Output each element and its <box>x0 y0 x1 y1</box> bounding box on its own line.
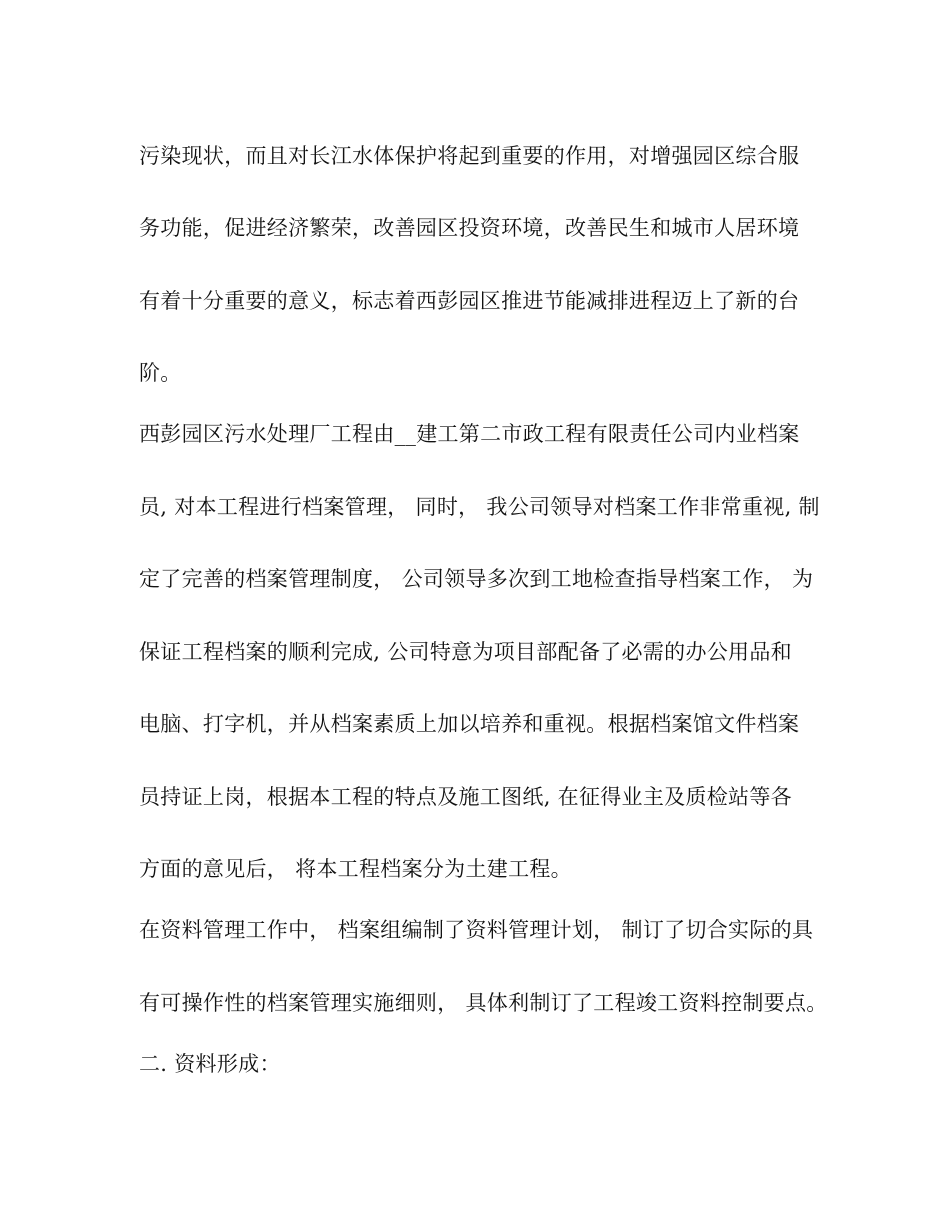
text-line: 保证工程档案的顺利完成, 公司特意为项目部配备了必需的办公用品和 <box>139 640 792 664</box>
text-line: 在资料管理工作中， 档案组编制了资料管理计划， 制订了切合实际的具 <box>139 918 814 942</box>
text-line: 定了完善的档案管理制度， 公司领导多次到工地检查指导档案工作， 为 <box>139 567 814 591</box>
text-line: 员, 对本工程进行档案管理， 同时， 我公司领导对档案工作非常重视, 制 <box>139 495 820 519</box>
section-heading: 二. 资料形成： <box>139 1052 281 1076</box>
text-line: 污染现状，而且对长江水体保护将起到重要的作用，对增强园区综合服 <box>139 144 800 168</box>
text-line: 有可操作性的档案管理实施细则， 具体利制订了工程竣工资料控制要点。 <box>139 991 828 1015</box>
text-line: 员持证上岗，根据本工程的特点及施工图纸, 在征得业主及质检站等各 <box>139 785 792 809</box>
text-line: 有着十分重要的意义，标志着西彭园区推进节能减排进程迈上了新的台 <box>139 289 800 313</box>
text-line: 电脑、打字机，并从档案素质上加以培养和重视。根据档案馆文件档案 <box>139 712 800 736</box>
text-line: 阶。 <box>139 361 182 385</box>
text-line: 方面的意见后， 将本工程档案分为土建工程。 <box>139 857 572 881</box>
text-line: 西彭园区污水处理厂工程由__建工第二市政工程有限责任公司内业档案 <box>139 422 800 446</box>
text-line: 务功能，促进经济繁荣，改善园区投资环境，改善民生和城市人居环境 <box>139 216 800 240</box>
